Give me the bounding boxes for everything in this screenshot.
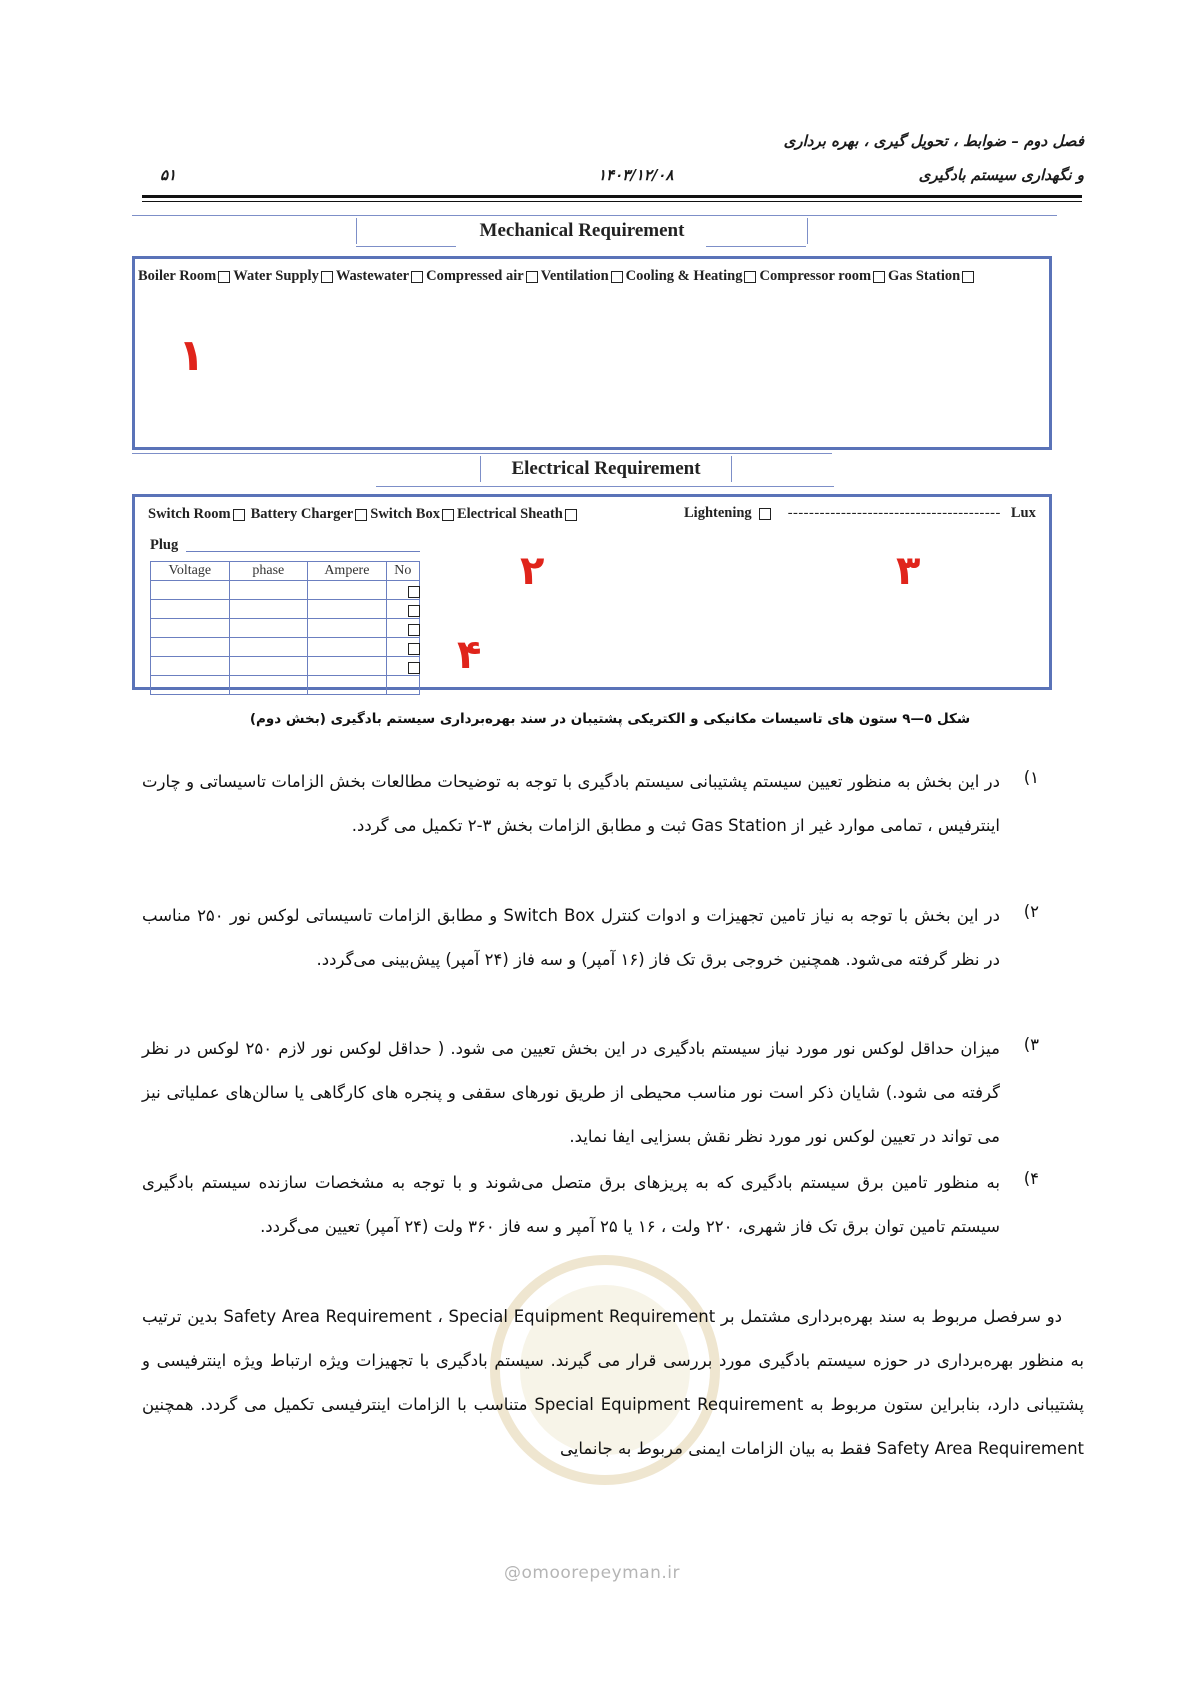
mech-item-water-supply: Water Supply	[233, 268, 319, 284]
plug-cell[interactable]	[308, 581, 387, 600]
mech-checkbox[interactable]	[611, 271, 623, 283]
plug-checkbox-column	[408, 586, 422, 681]
elec-checkbox[interactable]	[233, 509, 245, 521]
plug-cell[interactable]	[151, 600, 230, 619]
elec-checkbox[interactable]	[565, 509, 577, 521]
page-number: ۵۱	[160, 166, 177, 184]
marker-1: ۱	[178, 330, 205, 381]
electrical-checkbox-row	[148, 506, 580, 523]
plug-label: Plug	[150, 537, 179, 553]
electrical-title: Electrical Requirement	[480, 456, 732, 482]
marker-2: ۲	[520, 548, 545, 594]
mech-checkbox[interactable]	[526, 271, 538, 283]
chapter-title-line2: و نگهداری سیستم بادگیری	[918, 166, 1084, 184]
elec-checkbox[interactable]	[442, 509, 454, 521]
mech-item-cooling-heating: Cooling & Heating	[625, 268, 743, 284]
item-text: به منظور تامین برق سیستم بادگیری که به پریزهای برق متصل می‌شوند و با توجه به مشخصات سازنده سیستم بادگیری سیستم تامین توان برق تک فاز شهری، ۲۲۰ ولت ، ۱۶ یا ۲۵ آمپر و سه فاز ۳۶۰ ولت (۲۴ آمپر) تعیین می‌گردد.	[142, 1173, 1000, 1236]
plug-table-row	[151, 581, 420, 600]
elec-title-line	[132, 453, 832, 454]
plug-cell[interactable]	[308, 600, 387, 619]
plug-table	[150, 561, 420, 695]
plug-cell[interactable]	[308, 619, 387, 638]
plug-cell[interactable]	[151, 676, 230, 695]
elec-item-switch-box: Switch Box	[370, 506, 440, 522]
mech-item-gas-station: Gas Station	[888, 268, 961, 284]
plug-cell[interactable]	[229, 600, 308, 619]
elec-item-electrical-sheath: Electrical Sheath	[456, 506, 563, 522]
lux-label: Lux	[1010, 505, 1036, 521]
plug-checkbox[interactable]	[408, 605, 420, 617]
plug-cell[interactable]	[229, 619, 308, 638]
item-number: ۳)	[1023, 1035, 1039, 1054]
plug-header-ampere: Ampere	[308, 562, 387, 581]
mech-title-underline-left	[356, 246, 456, 247]
lightening-label: Lightening	[684, 505, 752, 521]
elec-item-battery-charger: Battery Charger	[250, 506, 354, 522]
plug-checkbox[interactable]	[408, 624, 420, 636]
header-rule-thin	[142, 201, 1082, 202]
plug-cell[interactable]	[151, 581, 230, 600]
mech-title-line	[132, 215, 1057, 216]
plug-table-row	[151, 676, 420, 695]
mech-item-wastewater: Wastewater	[335, 268, 410, 284]
item-text: میزان حداقل لوکس نور مورد نیاز سیستم بادگیری در این بخش تعیین می شود. ( حداقل لوکس نور لازم ۲۵۰ لوکس در نظر گرفته می شود.) شایان ذکر است نور مناسب محیطی از طریق نورهای سقفی و پنجره های کارگاهی یا سالن‌های عملیاتی نیز می تواند در تعیین لوکس نور مورد نظر نقش بسزایی ایفا نماید.	[142, 1039, 1000, 1146]
plug-cell[interactable]	[151, 657, 230, 676]
mechanical-box	[132, 256, 1052, 450]
plug-checkbox[interactable]	[408, 586, 420, 598]
plug-cell[interactable]	[229, 638, 308, 657]
plug-header-voltage: Voltage	[151, 562, 230, 581]
item-text: در این بخش با توجه به نیاز تامین تجهیزات و ادوات کنترل Switch Box و مطابق الزامات تاسیساتی لوکس نور ۲۵۰ مناسب در نظر گرفته می‌شود. همچنین خروجی برق تک فاز (۱۶ آمپر) و سه فاز (۲۴ آمپر) پیش‌بینی می‌گردد.	[142, 906, 1000, 969]
plug-underline	[186, 551, 420, 552]
mech-item-boiler-room: Boiler Room	[138, 268, 217, 284]
header-rule-thick	[142, 195, 1082, 198]
plug-table-row	[151, 638, 420, 657]
item-text: در این بخش به منظور تعیین سیستم پشتیبانی سیستم بادگیری با توجه به توضیحات مطالعات بخش الزامات تاسیساتی و چارت اینترفیس ، تمامی موارد غیر از Gas Station ثبت و مطابق الزامات بخش ۳-۲ تکمیل می گردد.	[142, 772, 1000, 835]
plug-table-row	[151, 657, 420, 676]
figure-caption: شکل ٥—۹ ستون های تاسیسات مکانیکی و الکتریکی پشتیبان در سند بهره‌برداری سیستم بادگیری (بخش دوم)	[249, 711, 971, 727]
plug-cell[interactable]	[151, 619, 230, 638]
lightening-checkbox[interactable]	[759, 508, 771, 520]
mechanical-title: Mechanical Requirement	[356, 218, 808, 244]
plug-table-header	[151, 562, 420, 581]
plug-header-no: No	[386, 562, 419, 581]
lux-dots: ----------------------------------------	[787, 505, 1001, 521]
mech-checkbox[interactable]	[873, 271, 885, 283]
plug-header-phase: phase	[229, 562, 308, 581]
watermark-site: @omoorepeyman.ir	[504, 1563, 681, 1583]
closing-paragraph: دو سرفصل مربوط به سند بهره‌برداری مشتمل بر Safety Area Requirement ، Special Equipment Requirement بدین ترتیب به منظور بهره‌برداری در حوزه سیستم بادگیری مورد بررسی قرار می گیرند. سیستم بادگیری با تجهیزات ویژه ارتباط ویژه اینترفیسی و پشتیبانی دارد، بنابراین ستون مربوط به Special Equipment Requirement متناسب با الزامات اینترفیسی تکمیل می گردد. همچنین Safety Area Requirement فقط به بیان الزامات ایمنی مربوط به جانمایی	[142, 1307, 1084, 1458]
plug-cell[interactable]	[229, 581, 308, 600]
mechanical-checkbox-row	[138, 268, 977, 285]
plug-table-row	[151, 600, 420, 619]
plug-cell[interactable]	[229, 676, 308, 695]
item-number: ۱)	[1023, 768, 1039, 787]
mech-checkbox[interactable]	[218, 271, 230, 283]
mech-title-underline-right	[706, 246, 806, 247]
plug-cell[interactable]	[229, 657, 308, 676]
plug-checkbox[interactable]	[408, 662, 420, 674]
elec-item-switch-room: Switch Room	[148, 506, 231, 522]
plug-cell[interactable]	[308, 657, 387, 676]
plug-table-row	[151, 619, 420, 638]
mech-checkbox[interactable]	[744, 271, 756, 283]
plug-checkbox[interactable]	[408, 643, 420, 655]
plug-cell[interactable]	[151, 638, 230, 657]
marker-4: ۴	[457, 632, 482, 678]
header-date: ۱۴۰۳/۱۲/۰۸	[598, 166, 674, 184]
plug-cell[interactable]	[308, 676, 387, 695]
mech-item-compressor-room: Compressor room	[759, 268, 872, 284]
mech-checkbox[interactable]	[411, 271, 423, 283]
item-number: ۴)	[1023, 1169, 1039, 1188]
marker-3: ۳	[896, 548, 921, 594]
item-number: ۲)	[1023, 902, 1039, 921]
chapter-title-line1: فصل دوم – ضوابط ، تحویل گیری ، بهره برداری	[783, 132, 1084, 150]
lightening-row	[684, 505, 1036, 522]
mech-item-ventilation: Ventilation	[540, 268, 609, 284]
elec-checkbox[interactable]	[355, 509, 367, 521]
mech-checkbox[interactable]	[321, 271, 333, 283]
elec-title-underline	[376, 486, 834, 487]
mech-item-compressed-air: Compressed air	[426, 268, 524, 284]
mech-checkbox[interactable]	[962, 271, 974, 283]
plug-cell[interactable]	[308, 638, 387, 657]
